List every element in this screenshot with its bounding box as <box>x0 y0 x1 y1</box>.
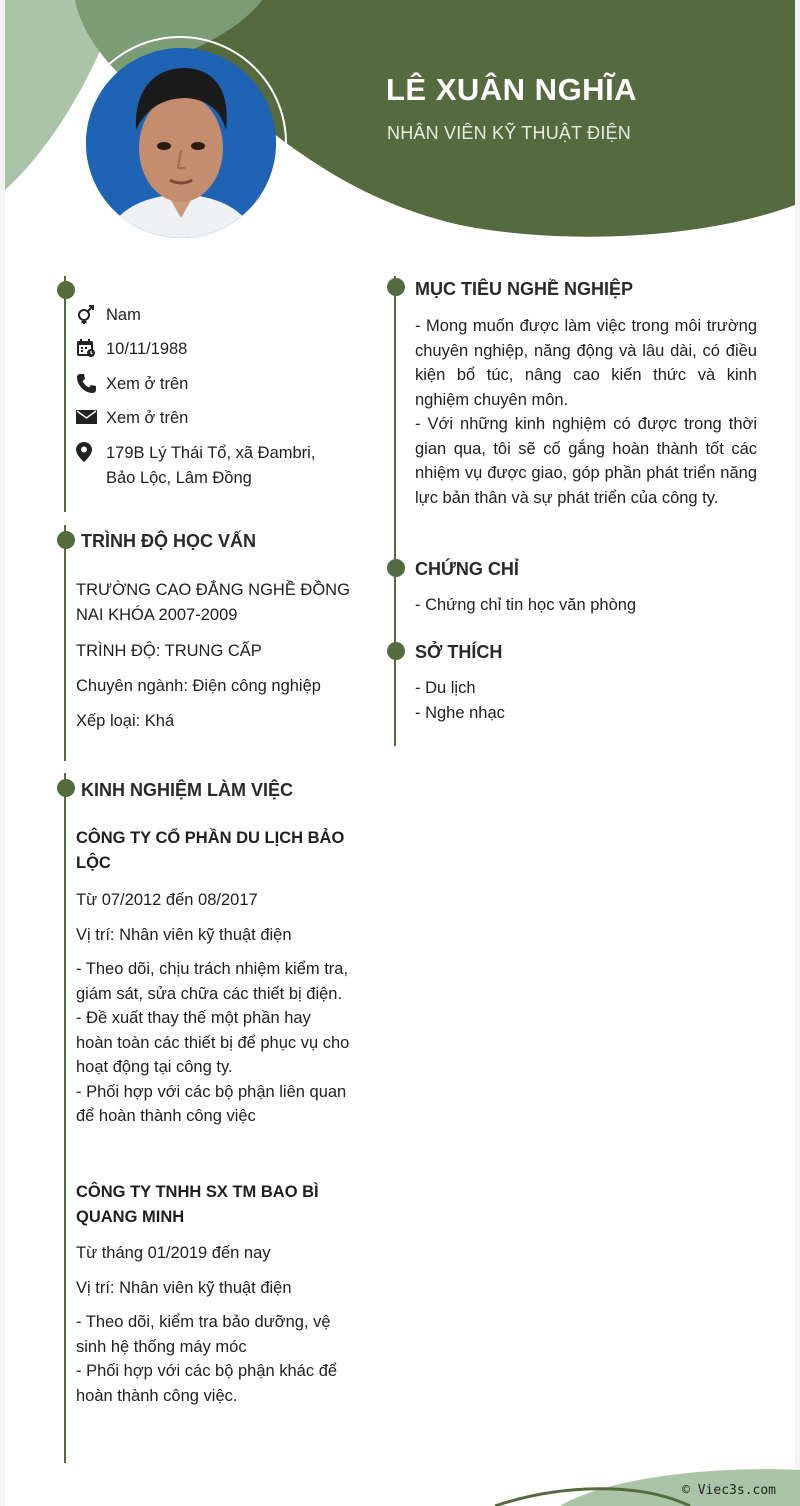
timeline-line-education <box>64 525 66 761</box>
job-1-company: CÔNG TY CỔ PHẦN DU LỊCH BẢO LỘC <box>76 829 345 872</box>
job-2-period: Từ tháng 01/2019 đến nay <box>76 1244 271 1262</box>
copyright-text: © Viec3s.com <box>682 1483 776 1498</box>
info-address <box>76 441 336 490</box>
gender-icon <box>76 303 106 325</box>
timeline-dot-certificates <box>387 559 405 577</box>
birthdate-value: 10/11/1988 <box>106 340 188 358</box>
info-phone <box>76 372 188 397</box>
job-1-position: Vị trí: Nhân viên kỹ thuật điện <box>76 926 292 944</box>
job-1-period: Từ 07/2012 đến 08/2017 <box>76 891 258 909</box>
job-title: NHÂN VIÊN KỸ THUẬT ĐIỆN <box>387 123 631 143</box>
hobbies-heading: SỞ THÍCH <box>415 642 503 662</box>
objective-text: - Mong muốn được làm việc trong môi trường chuyên nghiệp, năng động và lâu dài, có điều kiện bổ túc, nâng cao kiến thức và kinh nghiệm chuyên môn. - Với những kinh nghiệm có được trong thời gian qua, tôi sẽ cố gắng hoàn thành tốt các nhiệm vụ được giao, góp phần phát triển năng lực bản thân và sự phát triển của công ty. <box>415 317 757 507</box>
info-email <box>76 406 188 431</box>
education-major: Chuyên ngành: Điện công nghiệp <box>76 677 321 695</box>
education-level: TRÌNH ĐỘ: TRUNG CẤP <box>76 642 262 660</box>
timeline-dot-experience <box>57 779 75 797</box>
timeline-dot-education <box>57 531 75 549</box>
timeline-dot-objective <box>387 278 405 296</box>
job-1-description: - Theo dõi, chịu trách nhiệm kiểm tra, giám sát, sửa chữa các thiết bị điện. - Đề xuất thay thế một phần hay hoàn toàn các thiết bị để phục vụ cho hoạt động tại công ty. - Phối hợp với các bộ phận liên quan để hoàn thành công việc <box>76 960 350 1125</box>
hobby-item-travel: - Du lịch <box>415 679 476 697</box>
job-2-position: Vị trí: Nhân viên kỹ thuật điện <box>76 1279 292 1297</box>
job-2-company: CÔNG TY TNHH SX TM BAO BÌ QUANG MINH <box>76 1183 319 1226</box>
timeline-dot-personal <box>57 281 75 299</box>
timeline-line-right <box>394 276 396 746</box>
mail-icon <box>76 406 106 428</box>
experience-heading: KINH NGHIỆM LÀM VIỆC <box>81 780 294 800</box>
portrait-illustration <box>86 48 276 238</box>
info-birthdate <box>76 337 187 362</box>
education-school: TRƯỜNG CAO ĐẲNG NGHỀ ĐỒNG NAI KHÓA 2007-2009 <box>76 581 350 624</box>
address-value: 179B Lý Thái Tổ, xã Đambri, Bảo Lộc, Lâm Đồng <box>106 444 316 487</box>
candidate-name: LÊ XUÂN NGHĨA <box>386 72 638 107</box>
timeline-line-experience <box>64 773 66 1463</box>
phone-icon <box>76 372 106 394</box>
education-heading: TRÌNH ĐỘ HỌC VẤN <box>81 531 256 551</box>
calendar-icon <box>76 337 106 359</box>
hobby-item-music: - Nghe nhạc <box>415 704 505 722</box>
job-2-description: - Theo dõi, kiểm tra bảo dưỡng, vệ sinh hệ thống máy móc - Phối hợp với các bộ phận khác để hoàn thành công việc. <box>76 1313 338 1405</box>
certificate-item: - Chứng chỉ tin học văn phòng <box>415 596 637 614</box>
education-grade: Xếp loại: Khá <box>76 712 175 730</box>
email-value: Xem ở trên <box>106 409 189 427</box>
timeline-dot-hobbies <box>387 642 405 660</box>
footer-decoration <box>0 1466 800 1506</box>
location-pin-icon <box>76 441 106 463</box>
avatar-photo <box>86 48 276 238</box>
info-gender <box>76 303 141 328</box>
timeline-line-personal <box>64 276 66 512</box>
certificates-heading: CHỨNG CHỈ <box>415 559 519 579</box>
gender-value: Nam <box>106 306 141 324</box>
objective-heading: MỤC TIÊU NGHỀ NGHIỆP <box>415 279 634 299</box>
phone-value: Xem ở trên <box>106 375 189 393</box>
